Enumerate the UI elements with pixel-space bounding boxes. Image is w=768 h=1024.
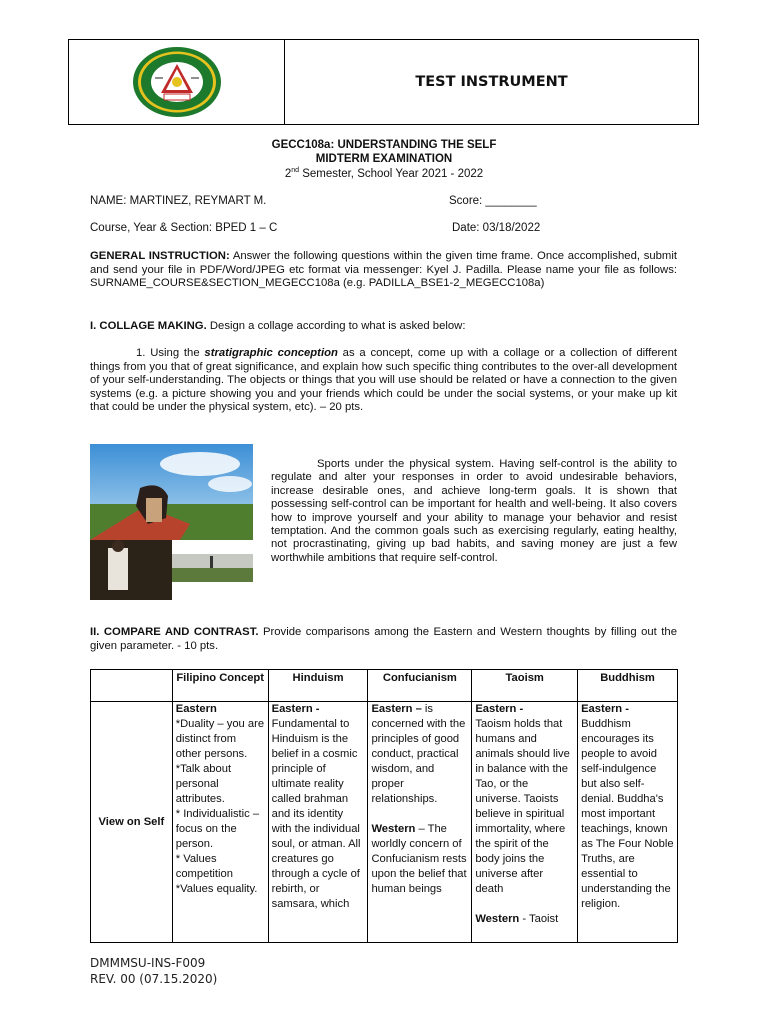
filipino-line: *Values equality. xyxy=(175,883,258,895)
filipino-line: * Values competition xyxy=(175,853,233,880)
part2-text: Provide comparisons among the Eastern and Western thoughts by filling out the given parameter. - 10 pts. xyxy=(90,626,677,652)
table-header-taoism: Taoism xyxy=(472,670,578,702)
confucianism-text: is concerned with the principles of good conduct, practical wisdom, and proper relationships. xyxy=(371,703,466,805)
form-code: DMMMSU-INS-F009 xyxy=(90,956,206,970)
collage-answer: Sports under the physical system. Having self-control is the ability to regulate and alter your responses in order to avoid undesirable behaviors, increase desirable ones, and achieve long-term goals. It is shown that possessing self-control can be important for health and well-being. It also covers how to improve yourself and your ability to manage your behavior and resist temptation. And the common goals such as exercising regularly, eating healthy, not procrastinating, giving up bad habits, and saving money are just a few worthwhile ambitions that require self-control. xyxy=(271,458,677,564)
semester-ordinal: nd xyxy=(291,167,300,174)
table-header-blank xyxy=(91,670,173,702)
taoism-head-western: Western xyxy=(475,913,520,925)
cell-hinduism xyxy=(268,702,368,943)
score-field: Score: ________ xyxy=(449,195,537,207)
table-header-row xyxy=(91,670,678,702)
part1-item xyxy=(90,347,677,415)
semester-number: 2 xyxy=(284,167,292,180)
part2-heading xyxy=(90,626,677,653)
part2-label: II. COMPARE AND CONTRAST. xyxy=(90,626,259,638)
table-header-hinduism: Hinduism xyxy=(268,670,368,702)
exam-date: Date: 03/18/2022 xyxy=(452,222,541,234)
hinduism-text: Fundamental to Hinduism is the belief in a cosmic principle of ultimate reality called brahman and its identity with the individual soul, or atman. All creatures go through a cycle of rebirth, or samsara, which xyxy=(271,718,361,910)
table-row xyxy=(91,702,678,943)
buddhism-text: Buddhism encourages its people to avoid self-indulgence but also self-denial. Buddha's most important teachings, known as The Four Noble Truths, are essential to understanding the religion. xyxy=(581,718,674,910)
cell-confucianism xyxy=(368,702,472,943)
taoism-text-western: - Taoist xyxy=(519,913,559,925)
part1-label: I. COLLAGE MAKING. xyxy=(90,320,207,332)
general-instruction xyxy=(90,250,677,291)
filipino-line: *Talk about personal attributes. xyxy=(175,763,232,805)
table-header-buddhism: Buddhism xyxy=(578,670,678,702)
part1-text: Design a collage according to what is asked below: xyxy=(206,320,466,332)
course-title: GECC108a: UNDERSTANDING THE SELF xyxy=(271,139,497,151)
cell-filipino xyxy=(172,702,268,943)
document-title: TEST INSTRUMENT xyxy=(415,74,568,90)
comparison-table xyxy=(90,669,678,943)
part1-heading xyxy=(90,320,677,334)
instruction-label: GENERAL INSTRUCTION: xyxy=(90,250,230,262)
table-header-confucianism: Confucianism xyxy=(368,670,472,702)
table-header-filipino: Filipino Concept xyxy=(172,670,268,702)
taoism-head: Eastern - xyxy=(475,703,524,715)
exam-name: MIDTERM EXAMINATION xyxy=(315,153,453,165)
semester-text: Semester, School Year 2021 - 2022 xyxy=(299,167,484,180)
form-revision: REV. 00 (07.15.2020) xyxy=(90,972,218,986)
collage-image xyxy=(90,444,253,600)
confucianism-text-western: – The worldly concern of Confucianism rests upon the belief that human beings xyxy=(371,823,467,895)
buddhism-head: Eastern - xyxy=(581,703,629,715)
taoism-text: Taoism holds that humans and animals should live in balance with the Tao, or the universe. Taoists believe in spiritual immortality, where the spirit of the body joins the universe after death xyxy=(475,718,570,895)
row-label-view-on-self: View on Self xyxy=(91,702,173,943)
confucianism-head: Eastern – xyxy=(371,703,422,715)
student-name: NAME: MARTINEZ, REYMART M. xyxy=(90,195,267,207)
document-header xyxy=(68,39,699,125)
filipino-line: * Individualistic – focus on the person. xyxy=(175,808,260,850)
hinduism-head: Eastern - xyxy=(271,703,320,715)
course-year-section: Course, Year & Section: BPED 1 – C xyxy=(90,222,278,234)
item-prefix: 1. Using the xyxy=(136,347,205,359)
item-emphasis: stratigraphic conception xyxy=(204,347,338,359)
cell-taoism xyxy=(472,702,578,943)
university-seal-icon xyxy=(131,45,223,119)
confucianism-head-western: Western xyxy=(371,823,416,835)
instruction-text: Answer the following questions within the given time frame. Once accomplished, submit and send your file in PDF/Word/JPEG etc format via messenger: Kyel J. Padilla. Please name your file as follows: SURNAME_COURSE&SECTION_MEGECC108a (e.g. PADILLA_BSE1-2_MEGECC108a) xyxy=(90,250,677,290)
filipino-line: *Duality – you are distinct from other persons. xyxy=(175,718,265,760)
logo-cell xyxy=(69,40,285,124)
filipino-head: Eastern xyxy=(175,703,217,715)
cell-buddhism xyxy=(578,702,678,943)
form-code-footer xyxy=(90,955,217,987)
semester-line xyxy=(0,167,768,180)
item-text: as a concept, come up with a collage or a collection of different things from you that of great significance, and explain how such specific thing contributes to the over-all development of your self-understanding. The objects or things that you will use should be related or have a connection to the given systems (e.g. a picture showing you and your friends which could be under the social systems, or your make up kit that could be under the physical system, etc). – 20 pts. xyxy=(90,347,677,414)
